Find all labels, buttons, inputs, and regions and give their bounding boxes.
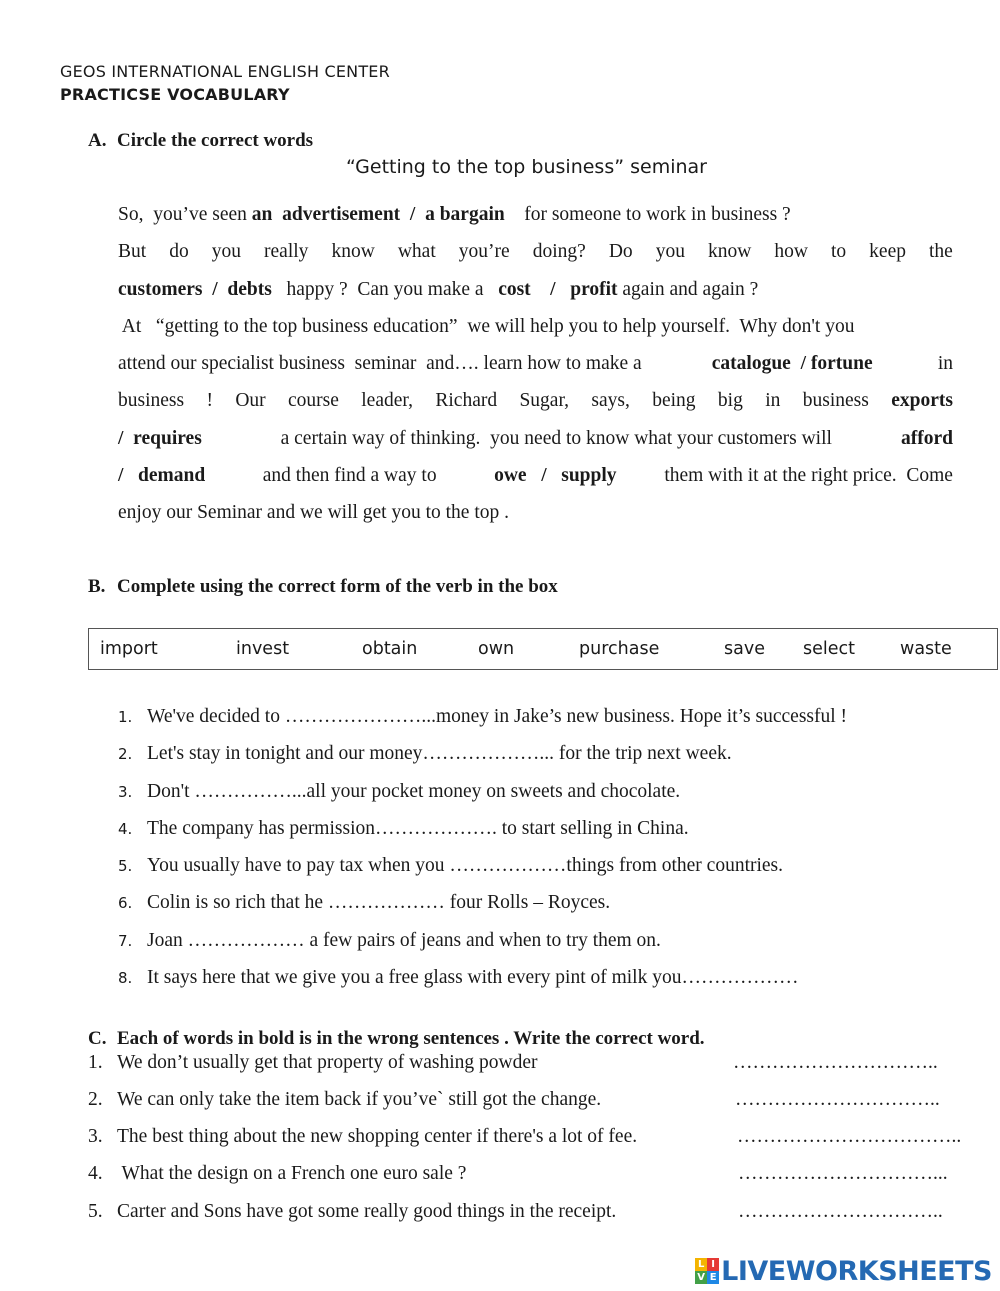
paragraph-line-2 <box>118 233 953 270</box>
paragraph-word: keep <box>869 241 906 263</box>
section-c-letter: C. <box>88 1028 107 1049</box>
answer-blank[interactable]: …………………………... <box>738 1163 948 1184</box>
fill-in-sentence[interactable]: We've decided to …………………...money in Jake’s new business. Hope it’s successful ! <box>147 706 848 727</box>
list-item: 4. What the design on a French one euro sale ? …………………………... <box>88 1163 948 1184</box>
fill-in-sentence[interactable]: Colin is so rich that he ……………… four Rolls – Royces. <box>147 892 611 914</box>
list-item: 1. We don’t usually get that property of washing powder ………………………….. <box>88 1052 938 1073</box>
paragraph-line-6 <box>118 382 953 419</box>
section-a-heading-text: Circle the correct words <box>117 130 314 151</box>
paragraph-line-7: / requires a certain way of thinking. you need to know what your customers will afford <box>118 420 953 457</box>
paragraph-word: Sugar, <box>519 390 570 412</box>
paragraph-line-1: So, you’ve seen an advertisement / a bargain for someone to work in business ? <box>118 204 791 225</box>
paragraph-word: Do <box>608 241 633 263</box>
paragraph-line-8: / demand and then find a way to owe / supply them with it at the right price. Come <box>118 457 953 494</box>
list-item: 6. Colin is so rich that he ……………… four Rolls – Royces. <box>118 892 611 914</box>
paragraph-word: business <box>802 390 869 412</box>
fill-in-sentence[interactable]: The company has permission………………. to start selling in China. <box>147 817 689 839</box>
paragraph-word: do <box>169 241 189 263</box>
liveworksheets-logo[interactable] <box>695 1255 992 1287</box>
choice-customers-debts[interactable]: customers / debts <box>118 278 272 300</box>
logo-tiles-icon: L I V E <box>695 1258 719 1284</box>
verb-word: waste <box>900 639 952 659</box>
paragraph-word: But <box>118 241 147 263</box>
paragraph-word: ! <box>206 390 213 412</box>
choice-cost-profit[interactable]: cost / profit <box>498 278 618 300</box>
paragraph-word: know <box>331 241 375 263</box>
choice-afford[interactable]: afford <box>900 427 953 449</box>
fill-in-sentence[interactable]: Let's stay in tonight and our money………………... for the trip next week. <box>147 743 732 765</box>
paragraph-word: know <box>707 241 752 263</box>
paragraph-word: being <box>652 390 696 412</box>
fill-in-sentence[interactable]: Joan ……………… a few pairs of jeans and when to try them on. <box>147 929 661 951</box>
section-c-heading-text: Each of words in bold is in the wrong sentences . Write the correct word. <box>117 1028 705 1049</box>
verb-word: invest <box>236 639 290 659</box>
list-item: 7. Joan ……………… a few pairs of jeans and when to try them on. <box>118 929 661 951</box>
list-item: 8. It says here that we give you a free glass with every pint of milk you……………… <box>118 967 799 989</box>
answer-blank[interactable]: ………………………….. <box>733 1052 938 1073</box>
paragraph-word: you’re <box>458 241 510 263</box>
section-a-paragraph <box>118 196 953 532</box>
paragraph-line-5: attend our specialist business seminar and…. learn how to make a catalogue / fortune in <box>118 345 953 382</box>
section-b-letter: B. <box>88 576 106 597</box>
section-a-heading <box>88 130 313 152</box>
school-name: GEOS INTERNATIONAL ENGLISH CENTER <box>60 62 390 81</box>
verb-word: import <box>100 639 158 659</box>
list-item: 1. We've decided to …………………...money in Jake’s new business. Hope it’s successful ! <box>118 706 848 727</box>
paragraph-word: business <box>118 390 185 412</box>
list-item: 3. The best thing about the new shopping center if there's a lot of fee. …………………………….. <box>88 1126 962 1147</box>
fill-in-sentence[interactable]: Don't ……………...all your pocket money on sweets and chocolate. <box>147 780 681 802</box>
verb-word: save <box>724 639 765 659</box>
paragraph-line-3: customers / debts happy ? Can you make a cost / profit again and again ? <box>118 278 759 300</box>
logo-text: LIVEWORKSHEETS <box>721 1255 992 1287</box>
section-b-heading-text: Complete using the correct form of the verb in the box <box>117 576 558 597</box>
paragraph-line-4: At “getting to the top business education” we will help you to help yourself. Why don't you <box>118 315 855 337</box>
choice-catalogue-fortune[interactable]: catalogue / fortune <box>711 353 873 375</box>
answer-blank[interactable]: ………………………….. <box>738 1201 943 1222</box>
section-a-letter: A. <box>88 130 107 151</box>
answer-blank[interactable]: ………………………….. <box>735 1089 940 1110</box>
paragraph-word: you <box>655 241 685 263</box>
paragraph-line-9: enjoy our Seminar and we will get you to the top . <box>118 502 510 524</box>
answer-blank[interactable]: …………………………….. <box>737 1126 962 1147</box>
verb-word: purchase <box>579 639 660 659</box>
paragraph-word: the <box>929 241 953 263</box>
paragraph-word: says, <box>591 390 630 412</box>
fill-in-sentence[interactable]: You usually have to pay tax when you ………………things from other countries. <box>147 855 784 877</box>
verb-word: own <box>478 639 515 659</box>
seminar-title: “Getting to the top business” seminar <box>346 156 707 178</box>
fill-in-sentence[interactable]: It says here that we give you a free glass with every pint of milk you……………… <box>147 967 799 989</box>
paragraph-word: big <box>717 390 743 412</box>
paragraph-word: Our <box>235 390 266 412</box>
verb-word: obtain <box>362 639 418 659</box>
choice-advertisement-bargain[interactable]: an advertisement / a bargain <box>251 204 505 225</box>
list-item: 2. We can only take the item back if you’ve` still got the change. ………………………….. <box>88 1089 940 1110</box>
worksheet-subtitle: PRACTICSE VOCABULARY <box>60 85 290 104</box>
choice-owe-supply[interactable]: owe / supply <box>494 465 617 487</box>
list-item: 2. Let's stay in tonight and our money………………... for the trip next week. <box>118 743 732 765</box>
paragraph-word: Richard <box>435 390 498 412</box>
choice-exports[interactable]: exports <box>891 390 953 412</box>
list-item: 5. Carter and Sons have got some really good things in the receipt. ………………………….. <box>88 1201 943 1222</box>
section-b-heading <box>88 576 558 598</box>
paragraph-word: you <box>211 241 241 263</box>
paragraph-word: how <box>774 241 808 263</box>
list-item: 3. Don't ……………...all your pocket money on sweets and chocolate. <box>118 780 681 802</box>
section-c-heading <box>88 1028 705 1050</box>
paragraph-word: really <box>264 241 309 263</box>
verb-word: select <box>803 639 855 659</box>
list-item: 5. You usually have to pay tax when you ………………things from other countries. <box>118 855 784 877</box>
paragraph-word: in <box>765 390 781 412</box>
paragraph-word: course <box>288 390 339 412</box>
verb-box <box>88 628 998 670</box>
paragraph-word: what <box>397 241 436 263</box>
paragraph-word: to <box>830 241 847 263</box>
paragraph-word: doing? <box>532 241 586 263</box>
list-item: 4. The company has permission………………. to start selling in China. <box>118 817 689 839</box>
section-b-list <box>118 698 847 996</box>
choice-exports-requires-end[interactable]: / requires <box>118 427 202 449</box>
choice-demand[interactable]: / demand <box>118 465 206 487</box>
paragraph-word: leader, <box>361 390 413 412</box>
